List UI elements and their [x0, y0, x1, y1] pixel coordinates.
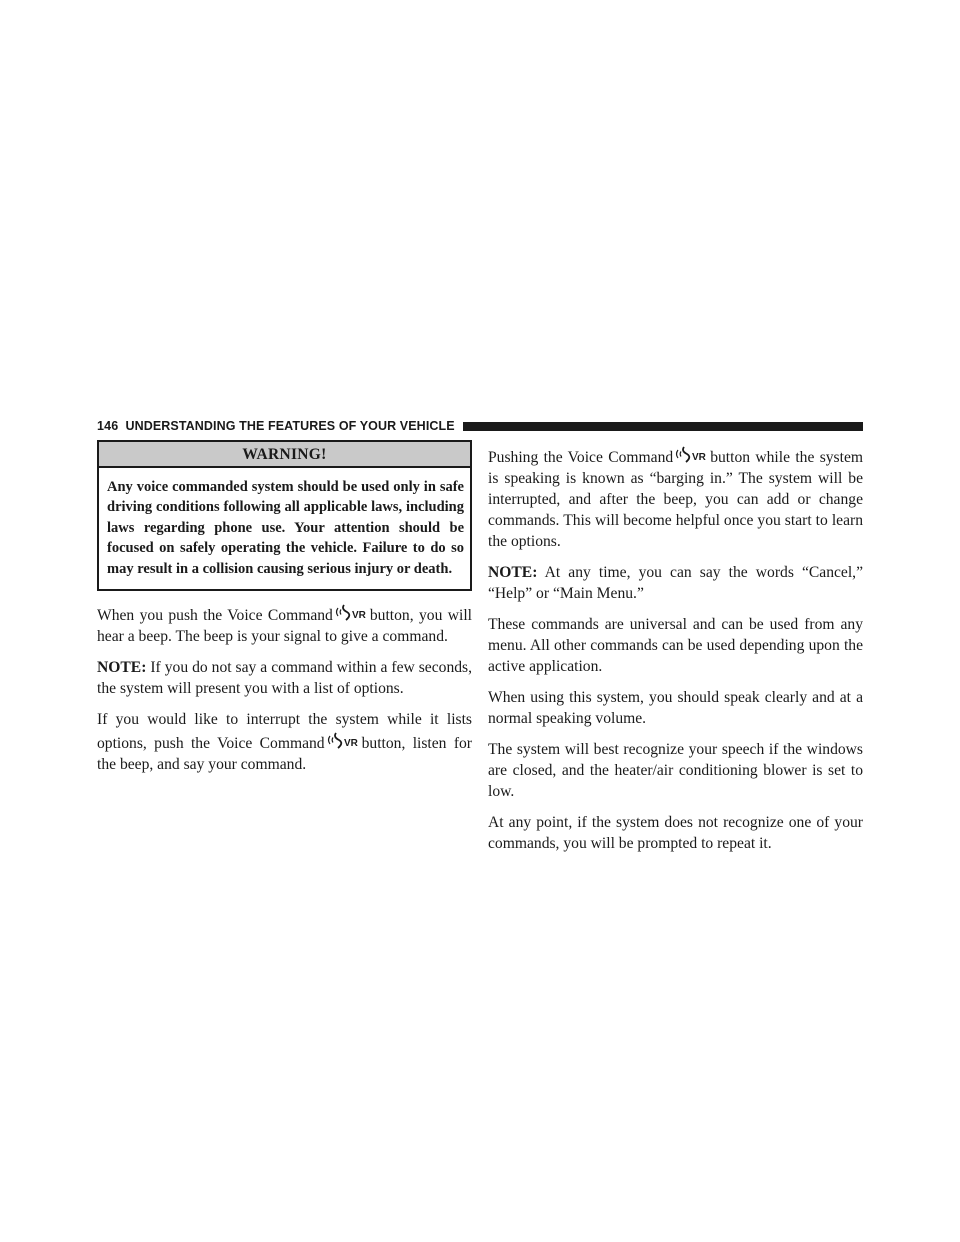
warning-body: Any voice commanded system should be used only in safe driving conditions following all applicable laws, including laws regarding phone use. Your attention should be focused on safely operating the vehicle. Failure to do so may result in a collision causing serious injury or death. [107, 479, 464, 577]
paragraph-text: When you push the Voice Command [97, 607, 333, 625]
section-title: UNDERSTANDING THE FEATURES OF YOUR VEHICLE [125, 419, 455, 433]
svg-text:VR: VR [351, 610, 366, 622]
note-paragraph [97, 657, 472, 699]
paragraph-recognize-speech: The system will best recognize your speech if the windows are closed, and the heater/air conditioning blower is set to low. [488, 741, 863, 800]
paragraph-interrupt [97, 709, 472, 775]
warning-title: WARNING! [99, 442, 470, 468]
paragraph-universal-commands: These commands are universal and can be used from any menu. All other commands can be used depending upon the active application. [488, 616, 863, 675]
paragraph-text: button, listen for the beep, and say your command. [97, 735, 473, 774]
svg-text:VR: VR [343, 738, 358, 750]
paragraph-barging-in [488, 444, 863, 552]
paragraph-text: If you would like to interrupt the system while it lists options, push the Voice Command [97, 711, 472, 753]
page-number: 146 [97, 419, 119, 433]
paragraph-text: button while the system is speaking is known as “barging in.” The system will be interrupted, and after the beep, you can add or change commands. This will become helpful once you start to learn the options. [488, 449, 864, 550]
voice-command-icon [675, 444, 709, 464]
header-rule [463, 422, 863, 431]
note-label: NOTE: [488, 564, 538, 581]
right-column [488, 444, 863, 864]
note-text: At any time, you can say the words “Cancel,” “Help” or “Main Menu.” [488, 564, 863, 602]
note-text: If you do not say a command within a few seconds, the system will present you with a list of options. [97, 659, 472, 698]
note-paragraph [488, 562, 863, 604]
paragraph-repeat-command: At any point, if the system does not recognize one of your commands, you will be prompted to repeat it. [488, 814, 863, 852]
svg-text:VR: VR [692, 452, 707, 463]
paragraph-text: button, you will hear a beep. The beep is your signal to give a command. [97, 607, 472, 646]
voice-command-icon [335, 602, 369, 622]
warning-box [97, 440, 472, 591]
left-column [97, 440, 472, 785]
voice-command-icon [327, 730, 361, 750]
paragraph-text: Pushing the Voice Command [488, 449, 674, 466]
page-header [97, 418, 863, 434]
paragraph-push-button [97, 602, 472, 647]
note-label: NOTE: [97, 659, 147, 677]
paragraph-speak-clearly: When using this system, you should speak clearly and at a normal speaking volume. [488, 689, 863, 727]
